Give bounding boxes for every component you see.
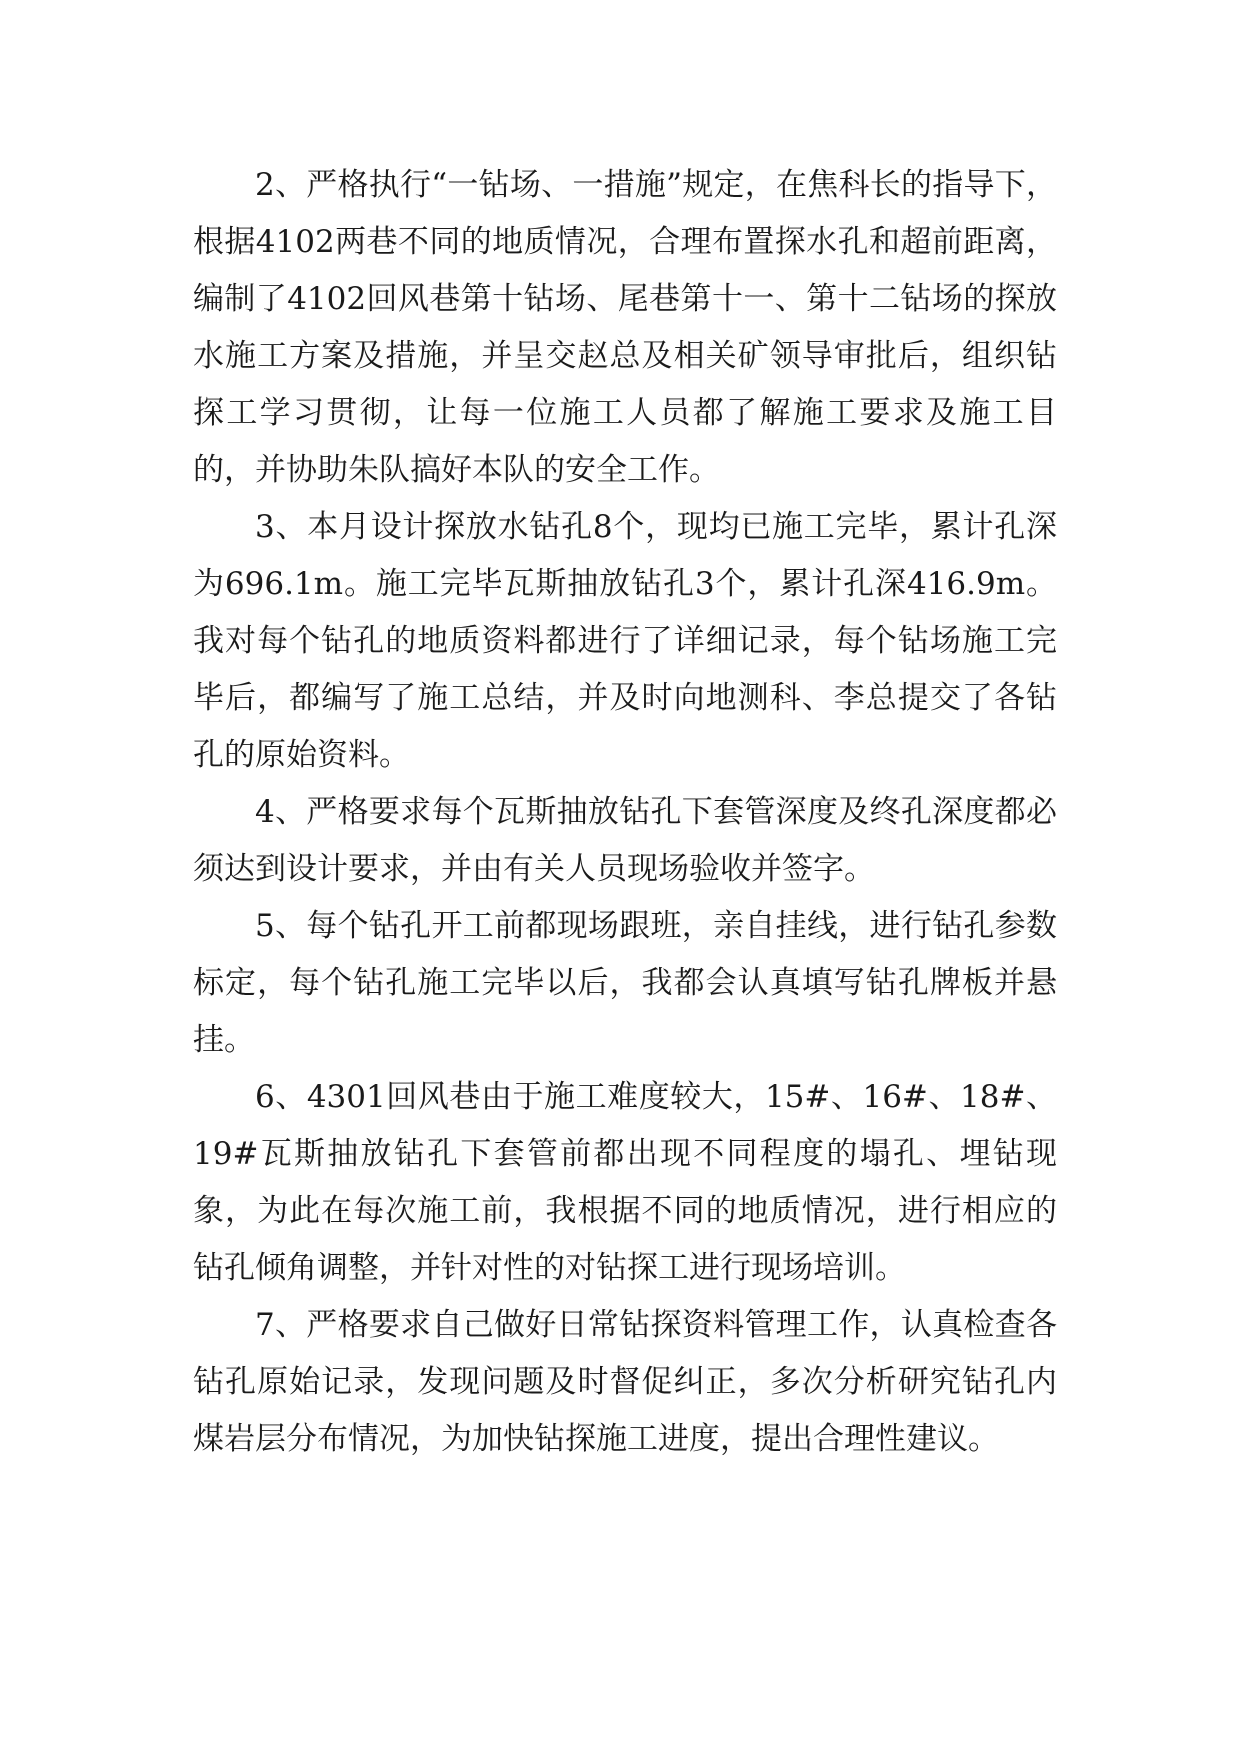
paragraph-item-6: 6、4301回风巷由于施工难度较大，15#、16#、18#、19#瓦斯抽放钻孔下套管前都出现不同程度的塌孔、埋钻现象，为此在每次施工前，我根据不同的地质情况，进行相应的钻孔倾角调整，并针对性的对钻探工进行现场培训。 [193, 1079, 1057, 1286]
paragraph-item-3: 3、本月设计探放水钻孔8个，现均已施工完毕，累计孔深为696.1m。施工完毕瓦斯抽放钻孔3个，累计孔深416.9m。我对每个钻孔的地质资料都进行了详细记录，每个钻场施工完毕后，都编写了施工总结，并及时向地测科、李总提交了各钻孔的原始资料。 [193, 509, 1057, 773]
paragraph-item-2: 2、严格执行“一钻场、一措施”规定，在焦科长的指导下，根据4102两巷不同的地质情况，合理布置探水孔和超前距离，编制了4102回风巷第十钻场、尾巷第十一、第十二钻场的探放水施工方案及措施，并呈交赵总及相关矿领导审批后，组织钻探工学习贯彻，让每一位施工人员都了解施工要求及施工目的，并协助朱队搞好本队的安全工作。 [193, 167, 1057, 488]
document-body [193, 157, 1057, 1468]
paragraph-item-4: 4、严格要求每个瓦斯抽放钻孔下套管深度及终孔深度都必须达到设计要求，并由有关人员现场验收并签字。 [193, 794, 1057, 887]
paragraph-item-7: 7、严格要求自己做好日常钻探资料管理工作，认真检查各钻孔原始记录，发现问题及时督促纠正，多次分析研究钻孔内煤岩层分布情况，为加快钻探施工进度，提出合理性建议。 [193, 1307, 1057, 1457]
paragraph-item-5: 5、每个钻孔开工前都现场跟班，亲自挂线，进行钻孔参数标定，每个钻孔施工完毕以后，我都会认真填写钻孔牌板并悬挂。 [193, 908, 1057, 1058]
